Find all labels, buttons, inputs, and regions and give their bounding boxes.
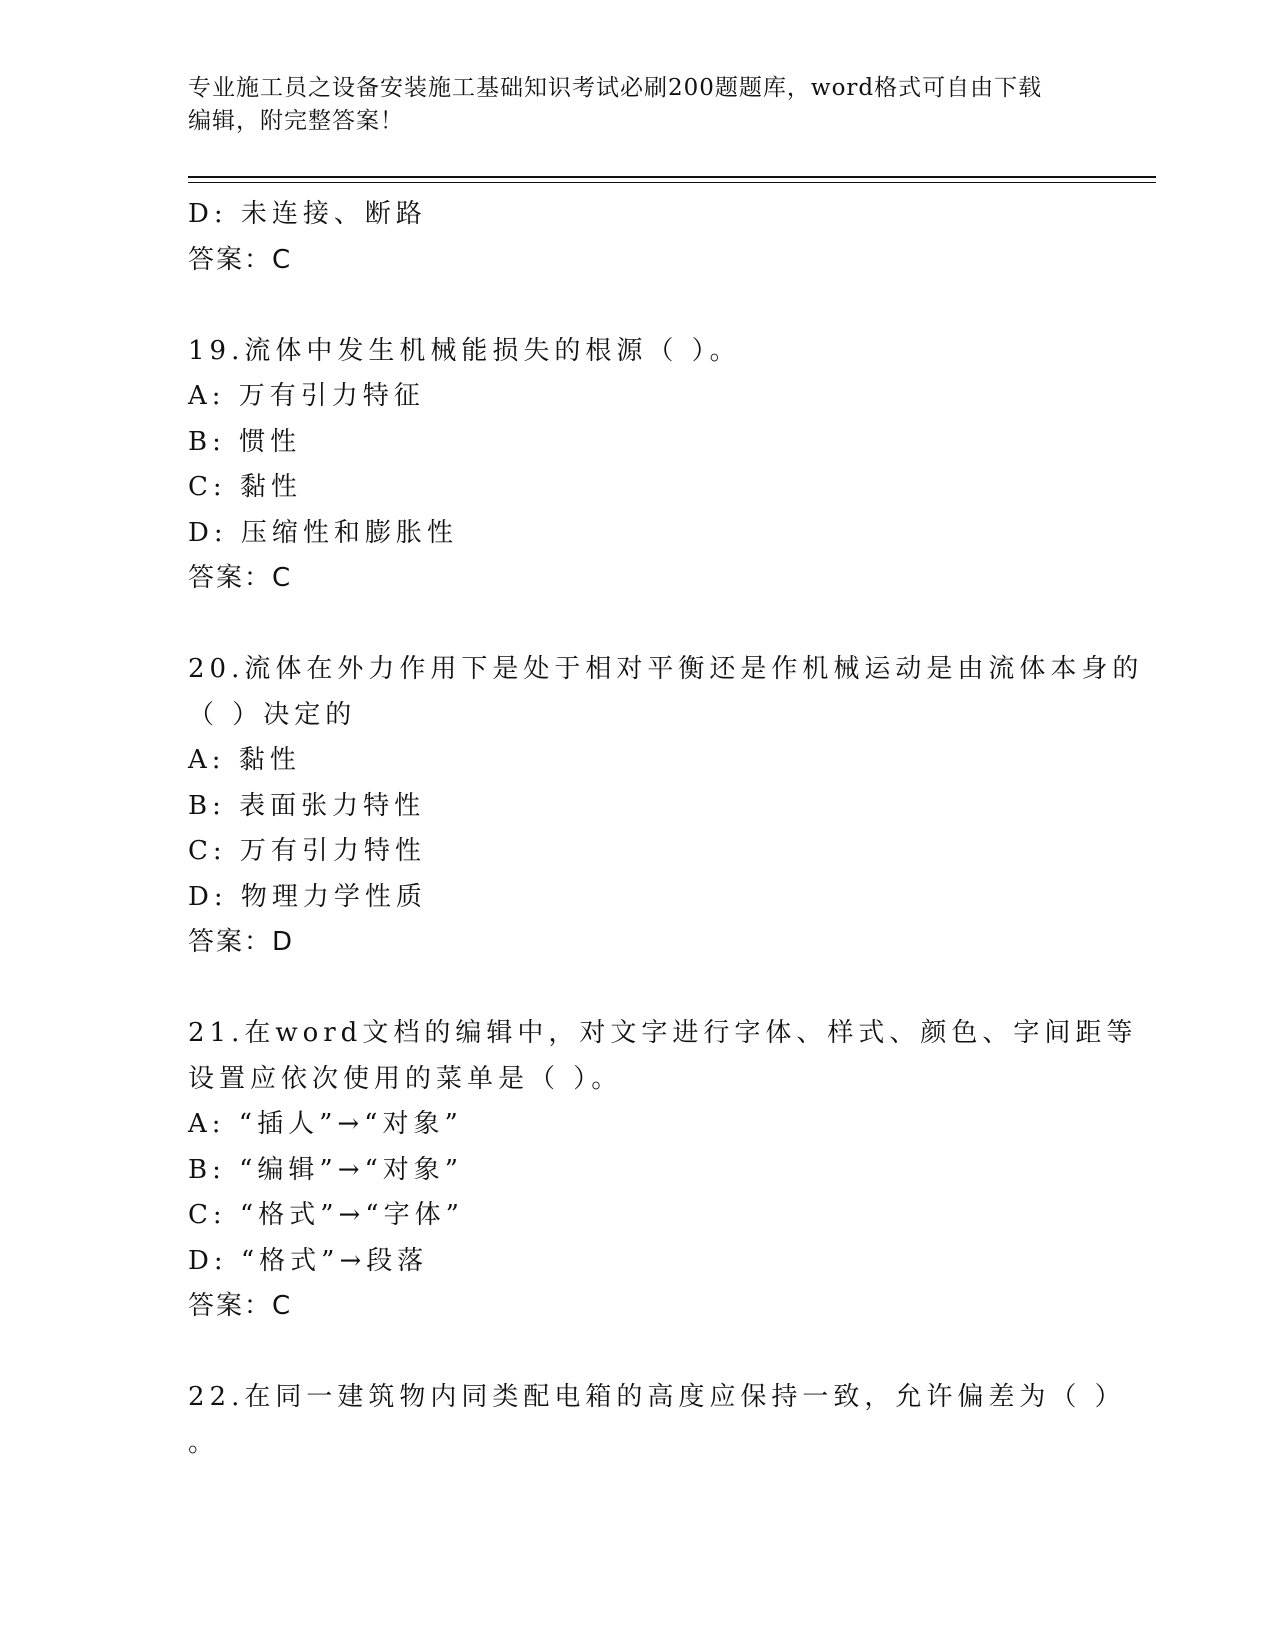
answer-label: 答案：D bbox=[188, 927, 295, 957]
option-a: A: 万有引力特征 bbox=[188, 381, 425, 411]
option-b: B: “编辑”→“对象” bbox=[188, 1154, 464, 1185]
previous-question-tail bbox=[188, 192, 1088, 283]
option-d: D: 物理力学性质 bbox=[188, 881, 427, 912]
header-divider-thin bbox=[188, 182, 1156, 183]
question-22 bbox=[188, 1375, 1126, 1466]
answer-label: 答案：C bbox=[188, 244, 293, 275]
option-d: D: “格式”→段落 bbox=[188, 1245, 429, 1276]
question-21 bbox=[188, 1011, 1138, 1330]
question-list bbox=[188, 192, 1144, 1466]
question-19 bbox=[188, 329, 1088, 602]
answer-label: 答案：C bbox=[188, 563, 293, 593]
option-c: C: 万有引力特性 bbox=[188, 836, 426, 866]
question-stem: 19.流体中发生机械能损失的根源（ ）。 bbox=[188, 335, 741, 366]
header-divider-thick bbox=[188, 176, 1156, 178]
header-line-2: 编辑，附完整答案！ bbox=[188, 108, 404, 134]
question-stem-line-2: （ ）决定的 bbox=[188, 699, 357, 730]
question-stem-line-1: 22.在同一建筑物内同类配电箱的高度应保持一致，允许偏差为（ ） bbox=[188, 1382, 1126, 1412]
document-header bbox=[188, 72, 1068, 138]
option-a: A: 黏性 bbox=[188, 745, 301, 775]
answer-label: 答案：C bbox=[188, 1291, 293, 1321]
option-b: B: 惯性 bbox=[188, 426, 302, 457]
option-a: A: “插人”→“对象” bbox=[188, 1109, 463, 1139]
question-stem-line-2: 设置应依次使用的菜单是（ ）。 bbox=[188, 1063, 623, 1094]
option-d: D: 未连接、断路 bbox=[188, 199, 427, 229]
question-stem-line-2: 。 bbox=[188, 1427, 220, 1458]
option-c: C: 黏性 bbox=[188, 472, 302, 502]
option-b: B: 表面张力特性 bbox=[188, 790, 426, 821]
question-20 bbox=[188, 647, 1144, 966]
question-stem-line-1: 20.流体在外力作用下是处于相对平衡还是作机械运动是由流体本身的 bbox=[188, 654, 1144, 684]
option-c: C: “格式”→“字体” bbox=[188, 1200, 464, 1230]
question-stem-line-1: 21.在word文档的编辑中，对文字进行字体、样式、颜色、字间距等 bbox=[188, 1018, 1138, 1048]
option-d: D: 压缩性和膨胀性 bbox=[188, 517, 458, 548]
header-line-1: 专业施工员之设备安装施工基础知识考试必刷200题题库，word格式可自由下载 bbox=[188, 75, 1043, 101]
